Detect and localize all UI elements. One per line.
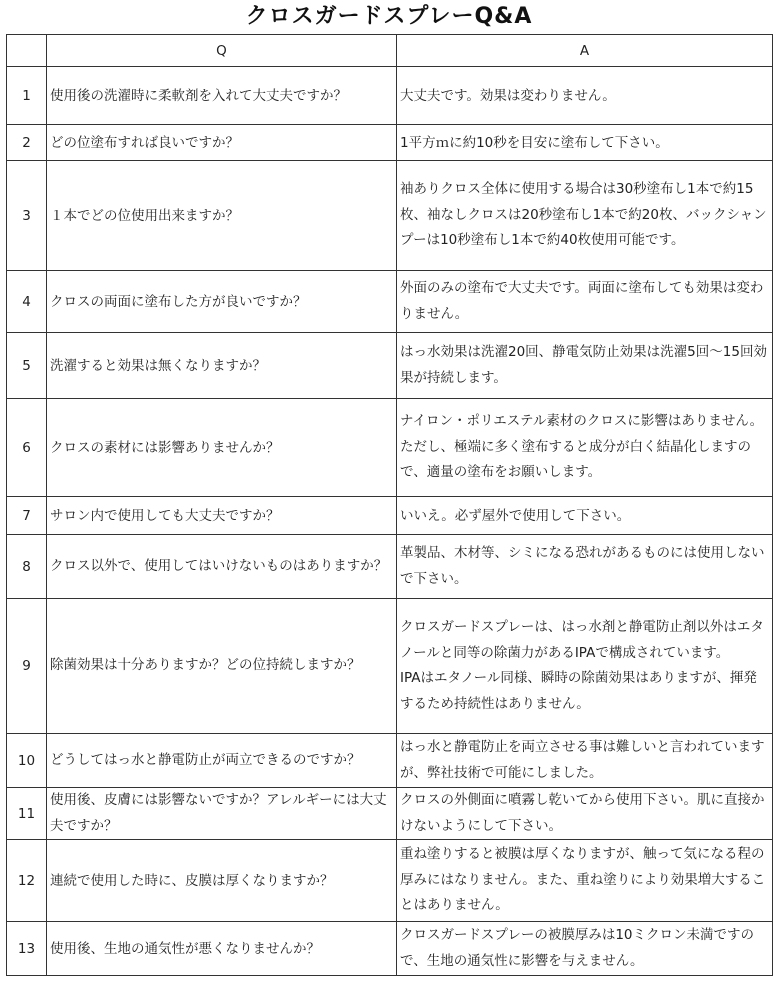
question-cell: 使用後の洗濯時に柔軟剤を入れて大丈夫ですか？ xyxy=(47,67,397,125)
qa-table xyxy=(6,34,773,976)
answer-cell: いいえ。必ず屋外で使用して下さい。 xyxy=(397,497,773,535)
row-number: 3 xyxy=(7,161,47,271)
answer-cell: 外面のみの塗布で大丈夫です。両面に塗布しても効果は変わりません。 xyxy=(397,271,773,333)
table-row xyxy=(7,497,773,535)
table-row xyxy=(7,535,773,599)
question-cell: 除菌効果は十分ありますか？どの位持続しますか？ xyxy=(47,599,397,734)
row-number: 10 xyxy=(7,734,47,788)
answer-cell: 重ね塗りすると被膜は厚くなりますが、触って気になる程の厚みにはなりません。また、重ね塗りにより効果増大することはありません。 xyxy=(397,840,773,922)
row-number: 1 xyxy=(7,67,47,125)
question-cell: どの位塗布すれば良いですか？ xyxy=(47,125,397,161)
table-row xyxy=(7,271,773,333)
page-title: クロスガードスプレーQ&A xyxy=(245,4,533,29)
question-cell: 連続で使用した時に、皮膜は厚くなりますか？ xyxy=(47,840,397,922)
table-row xyxy=(7,161,773,271)
header-row xyxy=(7,35,773,67)
row-number: 5 xyxy=(7,333,47,399)
answer-cell: クロスの外側面に噴霧し乾いてから使用下さい。肌に直接かけないようにして下さい。 xyxy=(397,788,773,840)
table-row xyxy=(7,333,773,399)
question-cell: サロン内で使用しても大丈夫ですか？ xyxy=(47,497,397,535)
row-number: 7 xyxy=(7,497,47,535)
answer-cell: 革製品、木材等、シミになる恐れがあるものには使用しないで下さい。 xyxy=(397,535,773,599)
answer-cell: 1平方ｍに約10秒を目安に塗布して下さい。 xyxy=(397,125,773,161)
answer-paragraph: IPAはエタノール同様、瞬時の除菌効果はありますが、揮発するため持続性はありません。 xyxy=(400,670,757,712)
header-a: A xyxy=(397,35,773,67)
question-cell: クロスの素材には影響ありませんか？ xyxy=(47,399,397,497)
question-cell: クロス以外で、使用してはいけないものはありますか？ xyxy=(47,535,397,599)
row-number: 2 xyxy=(7,125,47,161)
answer-cell: 袖ありクロス全体に使用する場合は30秒塗布し1本で約15枚、袖なしクロスは20秒塗布し1本で約20枚、バックシャンプーは10秒塗布し1本で約40枚使用可能です。 xyxy=(397,161,773,271)
table-row xyxy=(7,599,773,734)
header-num xyxy=(7,35,47,67)
table-row xyxy=(7,67,773,125)
row-number: 8 xyxy=(7,535,47,599)
question-cell: どうしてはっ水と静電防止が両立できるのですか？ xyxy=(47,734,397,788)
question-cell: 使用後、皮膚には影響ないですか？アレルギーには大丈夫ですか？ xyxy=(47,788,397,840)
row-number: 9 xyxy=(7,599,47,734)
row-number: 4 xyxy=(7,271,47,333)
answer-paragraph: クロスガードスプレーは、はっ水剤と静電防止剤以外はエタノールと同等の除菌力があるIPAで構成されています。 xyxy=(400,619,764,661)
table-row xyxy=(7,734,773,788)
question-cell: クロスの両面に塗布した方が良いですか？ xyxy=(47,271,397,333)
table-row xyxy=(7,840,773,922)
answer-cell: はっ水効果は洗濯20回、静電気防止効果は洗濯5回～15回効果が持続します。 xyxy=(397,333,773,399)
row-number: 13 xyxy=(7,922,47,976)
table-row xyxy=(7,399,773,497)
row-number: 11 xyxy=(7,788,47,840)
answer-cell: 大丈夫です。効果は変わりません。 xyxy=(397,67,773,125)
question-cell: 洗濯すると効果は無くなりますか？ xyxy=(47,333,397,399)
answer-cell: ナイロン・ポリエステル素材のクロスに影響はありません。ただし、極端に多く塗布すると成分が白く結晶化しますので、適量の塗布をお願いします。 xyxy=(397,399,773,497)
answer-cell: クロスガードスプレーの被膜厚みは10ミクロン未満ですので、生地の通気性に影響を与えません。 xyxy=(397,922,773,976)
row-number: 12 xyxy=(7,840,47,922)
table-row xyxy=(7,922,773,976)
row-number: 6 xyxy=(7,399,47,497)
table-row xyxy=(7,125,773,161)
question-cell: 使用後、生地の通気性が悪くなりませんか？ xyxy=(47,922,397,976)
table-row xyxy=(7,788,773,840)
answer-cell xyxy=(397,599,773,734)
header-q: Q xyxy=(47,35,397,67)
answer-cell: はっ水と静電防止を両立させる事は難しいと言われていますが、弊社技術で可能にしました。 xyxy=(397,734,773,788)
question-cell: １本でどの位使用出来ますか？ xyxy=(47,161,397,271)
